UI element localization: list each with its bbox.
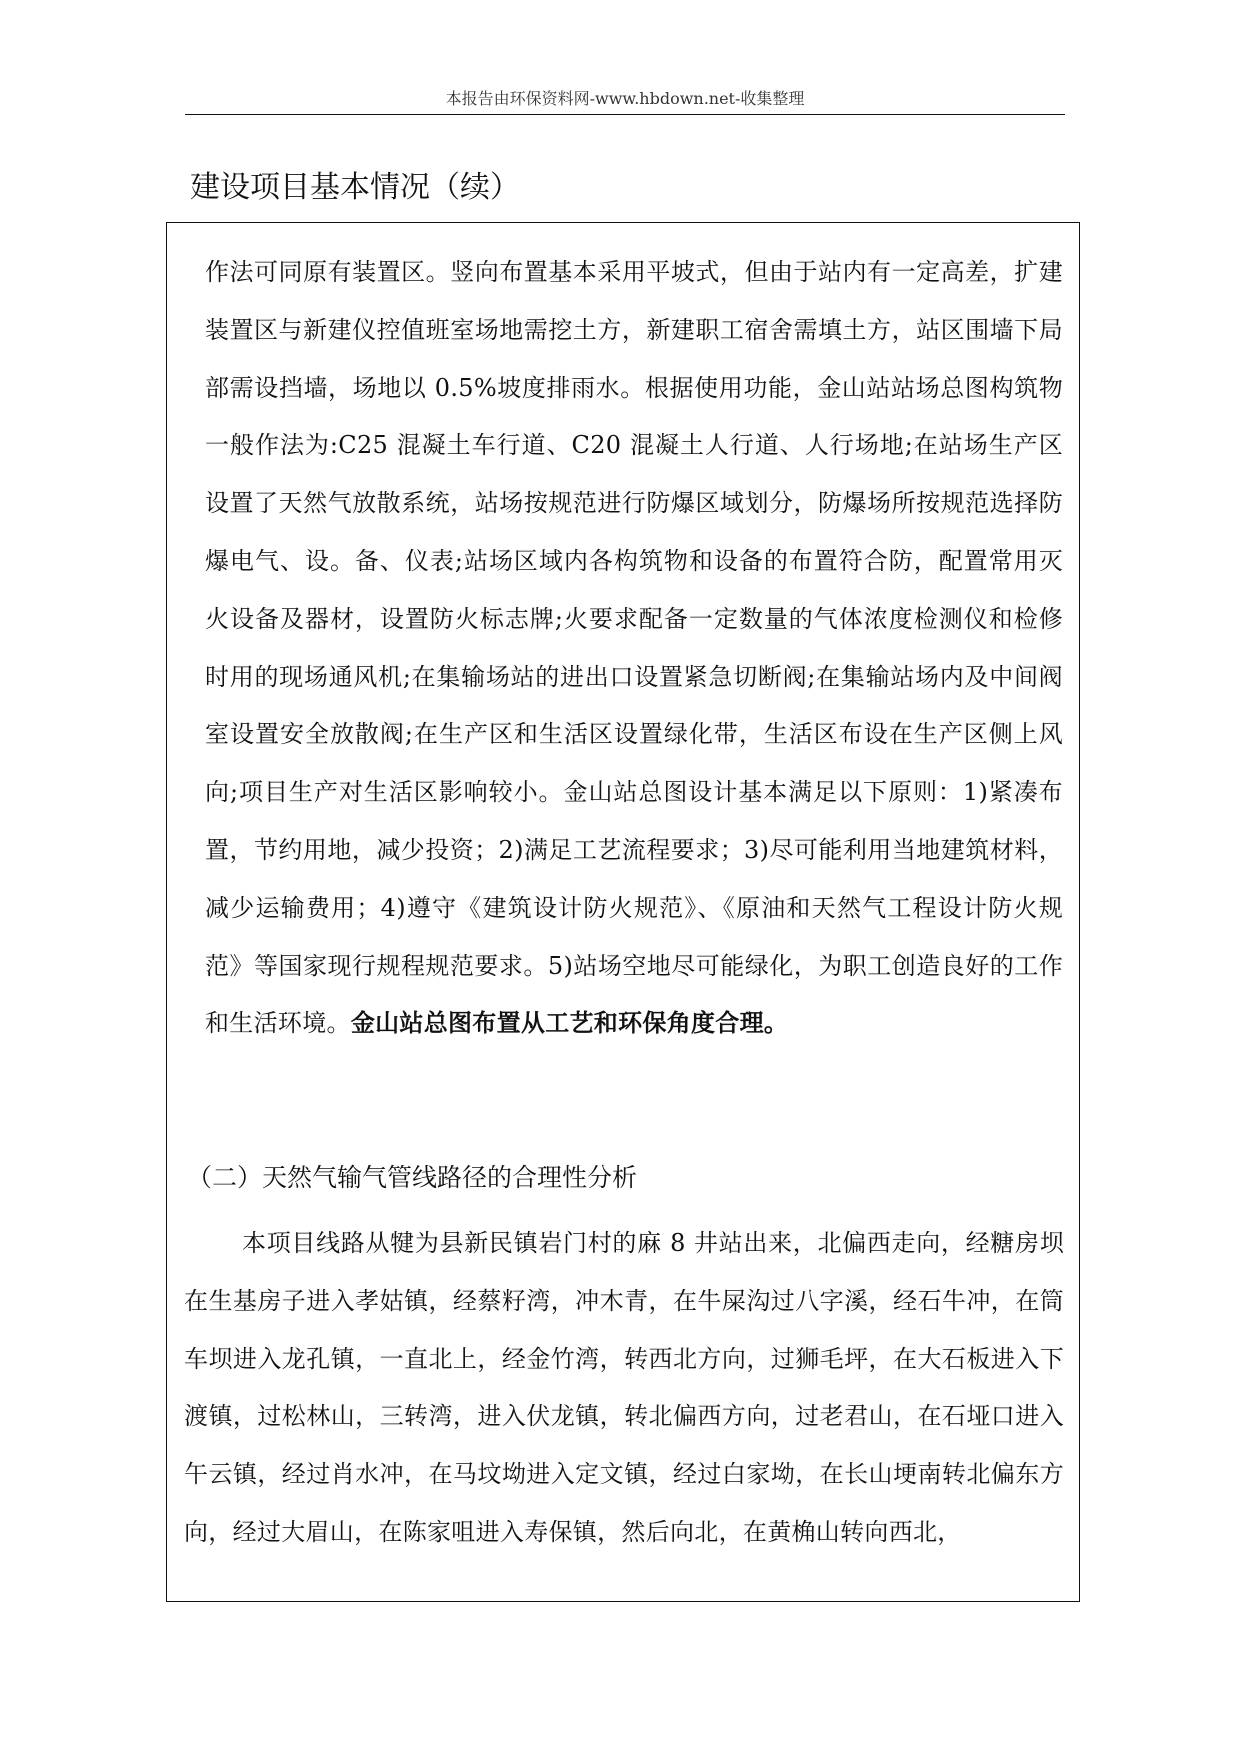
paragraph-site-layout-conclusion: 金山站总图布置从工艺和环保角度合理。 xyxy=(350,1009,789,1038)
paragraph-site-layout xyxy=(205,244,1063,1053)
paragraph-site-layout-text: 作法可同原有装置区。竖向布置基本采用平坡式，但由于站内有一定高差，扩建装置区与新建仪控值班室场地需挖土方，新建职工宿舍需填土方，站区围墙下局部需设挡墙，场地以 0.5%坡度排雨水。根据使用功能，金山站站场总图构筑物一般作法为:C25 混凝土车行道、C20 混凝土人行道、人行场地;在站场生产区设置了天然气放散系统，站场按规范进行防爆区域划分，防爆场所按规范选择防爆电气、设。备、仪表;站场区域内各构筑物和设备的布置符合防，配置常用灭火设备及器材，设置防火标志牌;火要求配备一定数量的气体浓度检测仪和检修时用的现场通风机;在集输场站的进出口设置紧急切断阀;在集输站场内及中间阀室设置安全放散阀;在生产区和生活区设置绿化带，生活区布设在生产区侧上风向;项目生产对生活区影响较小。金山站总图设计基本满足以下原则：1)紧凑布置，节约用地，减少投资；2)满足工艺流程要求；3)尽可能利用当地建筑材料，减少运输费用；4)遵守《建筑设计防火规范》、《原油和天然气工程设计防火规范》等国家现行规程规范要求。5)站场空地尽可能绿化，为职工创造良好的工作和生活环境。 xyxy=(205,258,1063,1038)
section-title: 建设项目基本情况（续） xyxy=(190,170,520,205)
paragraph-pipeline-route: 本项目线路从犍为县新民镇岩门村的麻 8 井站出来，北偏西走向，经糖房坝在生基房子进入孝姑镇，经蔡籽湾，冲木青，在牛屎沟过八字溪，经石牛冲，在筒车坝进入龙孔镇，一直北上，经金竹湾，转西北方向，过狮毛坪，在大石板进入下渡镇，过松林山，三转湾，进入伏龙镇，转北偏西方向，过老君山，在石垭口进入午云镇，经过肖水冲，在马坟坳进入定文镇，经过白家坳，在长山埂南转北偏东方向，经过大眉山，在陈家咀进入寿保镇，然后向北，在黄桷山转向西北， xyxy=(184,1229,1064,1546)
page-header: 本报告由环保资料网-www.hbdown.net-收集整理 xyxy=(445,89,805,108)
header-rule xyxy=(185,114,1065,115)
subheading-pipeline-route: （二）天然气输气管线路径的合理性分析 xyxy=(187,1163,638,1192)
content-box xyxy=(166,222,1080,1602)
